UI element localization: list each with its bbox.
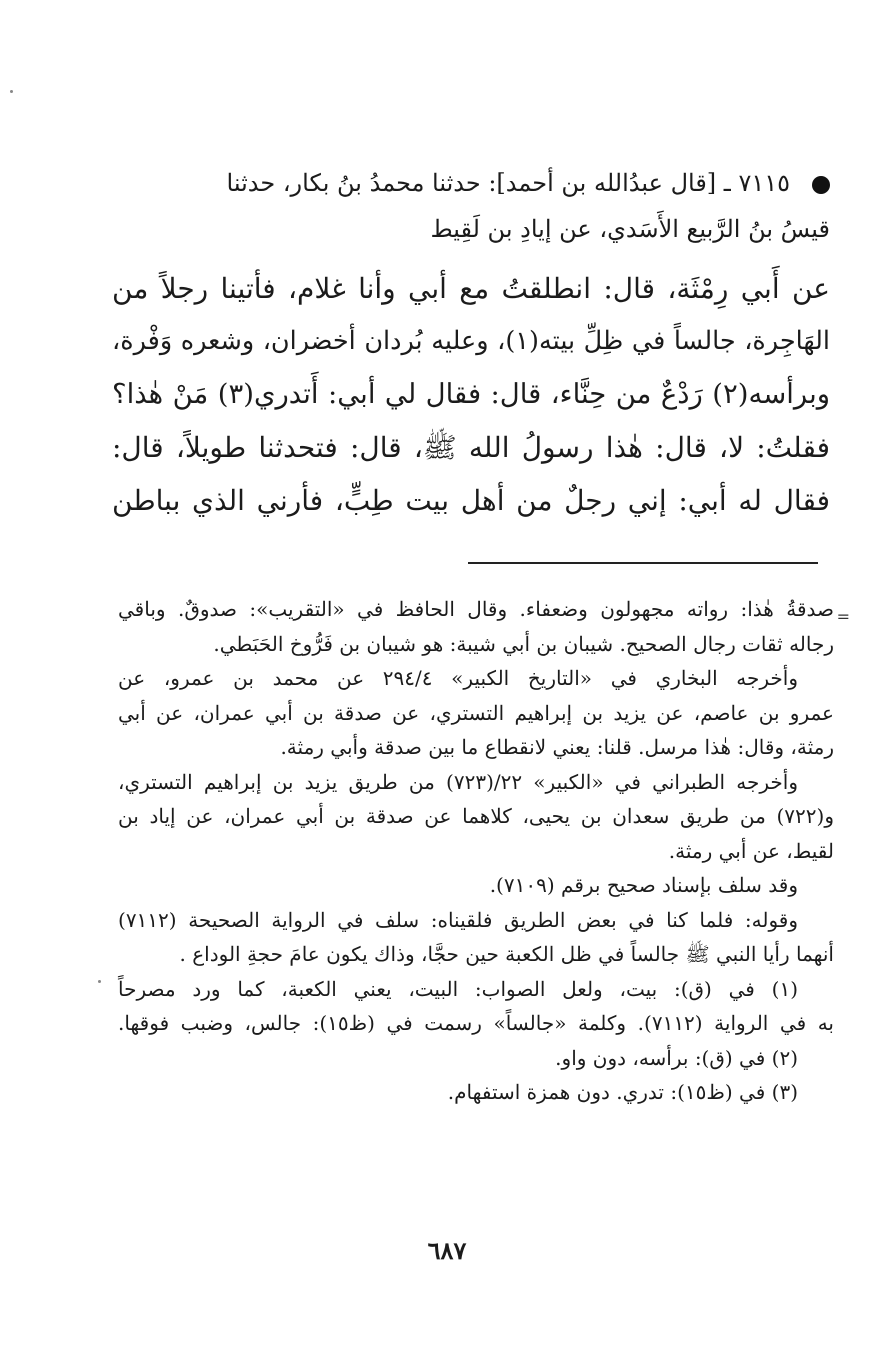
hadith-header-line-1 xyxy=(110,160,830,206)
scan-speck xyxy=(98,980,101,983)
continuation-mark: = xyxy=(836,607,850,626)
scan-speck xyxy=(10,90,13,93)
footnote-line: وقوله: فلما كنا في بعض الطريق فلقيناه: سلف في الرواية الصحيحة (٧١١٢) xyxy=(118,907,798,932)
footnote-line: وقد سلف بإسناد صحيح برقم (٧١٠٩). xyxy=(489,873,798,897)
hadith-text-line: الهَاجِرة، جالساً في ظِلِّ بيته(١)، وعليه بُردان أخضران، وشعره وَفْرة، xyxy=(112,326,831,356)
footnote-line: لقيط، عن أبي رمثة. xyxy=(668,838,834,863)
hadith-text-line: فقال له أبي: إني رجلٌ من أهل بيت طِبٍّ، فأرني الذي بباطن xyxy=(112,484,831,517)
hadith-text-line: عن أَبي رِمْثَة، قال: انطلقتُ مع أبي وأنا غلام، فأتينا رجلاً من xyxy=(112,272,830,305)
hadith-text-line: فقلتُ: لا، قال: هٰذا رسولُ الله ﷺ، قال: فتحدثنا طويلاً، قال: xyxy=(112,431,830,464)
footnote-line: و(٧٢٢) من طريق سعدان بن يحيى، كلاهما عن صدقة بن أبي عمران، عن إياد بن xyxy=(118,804,834,828)
footnote-line: أنهما رأيا النبي ﷺ جالساً في ظل الكعبة حين حجَّا، وذاك يكون عامَ حجةِ الوداع . xyxy=(179,942,834,966)
footnote-line: وأخرجه الطبراني في «الكبير» ٢٢/(٧٢٣) من طريق يزيد بن إبراهيم التستري، xyxy=(118,769,798,794)
bullet-icon xyxy=(812,176,830,194)
footnote-line: رمثة، وقال: هٰذا مرسل. قلنا: يعني لانقطاع ما بين صدقة وأبي رمثة. xyxy=(280,735,834,759)
hadith-header-line-2: قيسُ بنُ الرَّبيع الأَسَدي، عن إيادِ بن لَقِيط xyxy=(430,215,830,243)
footnote-separator xyxy=(468,562,818,564)
hadith-text xyxy=(112,262,830,527)
footnote-line: عمرو بن عاصم، عن يزيد بن إبراهيم التستري، عن صدقة بن أبي عمران، عن أبي xyxy=(118,700,834,725)
hadith-header xyxy=(110,160,830,252)
page-number: ٦٨٧ xyxy=(427,1236,467,1265)
footnote-line: وأخرجه البخاري في «التاريخ الكبير» ٢٩٤/٤ عن محمد بن عمرو، عن xyxy=(118,666,798,690)
footnote-line: به في الرواية (٧١١٢). وكلمة «جالساً» رسمت في (ظ١٥): جالس، وضبب فوقها. xyxy=(118,1011,834,1035)
footnote-numbered-line: (٢) في (ق): برأسه، دون واو. xyxy=(555,1045,798,1070)
footnote-numbered-line: (٣) في (ظ١٥): تدري. دون همزة استفهام. xyxy=(447,1080,798,1104)
hadith-text-line: وبرأسه(٢) رَدْعٌ من حِنَّاء، قال: فقال لي أبي: أَتدري(٣) مَنْ هٰذا؟ xyxy=(112,378,830,410)
footnote-line: صدقةُ هٰذا: رواته مجهولون وضعفاء. وقال الحافظ في «التقريب»: صدوقٌ. وباقي xyxy=(118,597,834,621)
footnote-line: رجاله ثقات رجال الصحيح. شيبان بن أبي شيبة: هو شيبان بن فَرُّوخ الحَبَطي. xyxy=(213,631,834,656)
footnote-numbered-line: (١) في (ق): بيت، ولعل الصواب: البيت، يعني الكعبة، كما ورد مصرحاً xyxy=(118,976,798,1001)
footnotes xyxy=(118,592,850,1110)
hadith-number-and-chain: ٧١١٥ ـ [قال عبدُالله بن أحمد]: حدثنا محمدُ بنُ بكار، حدثنا xyxy=(226,169,790,197)
